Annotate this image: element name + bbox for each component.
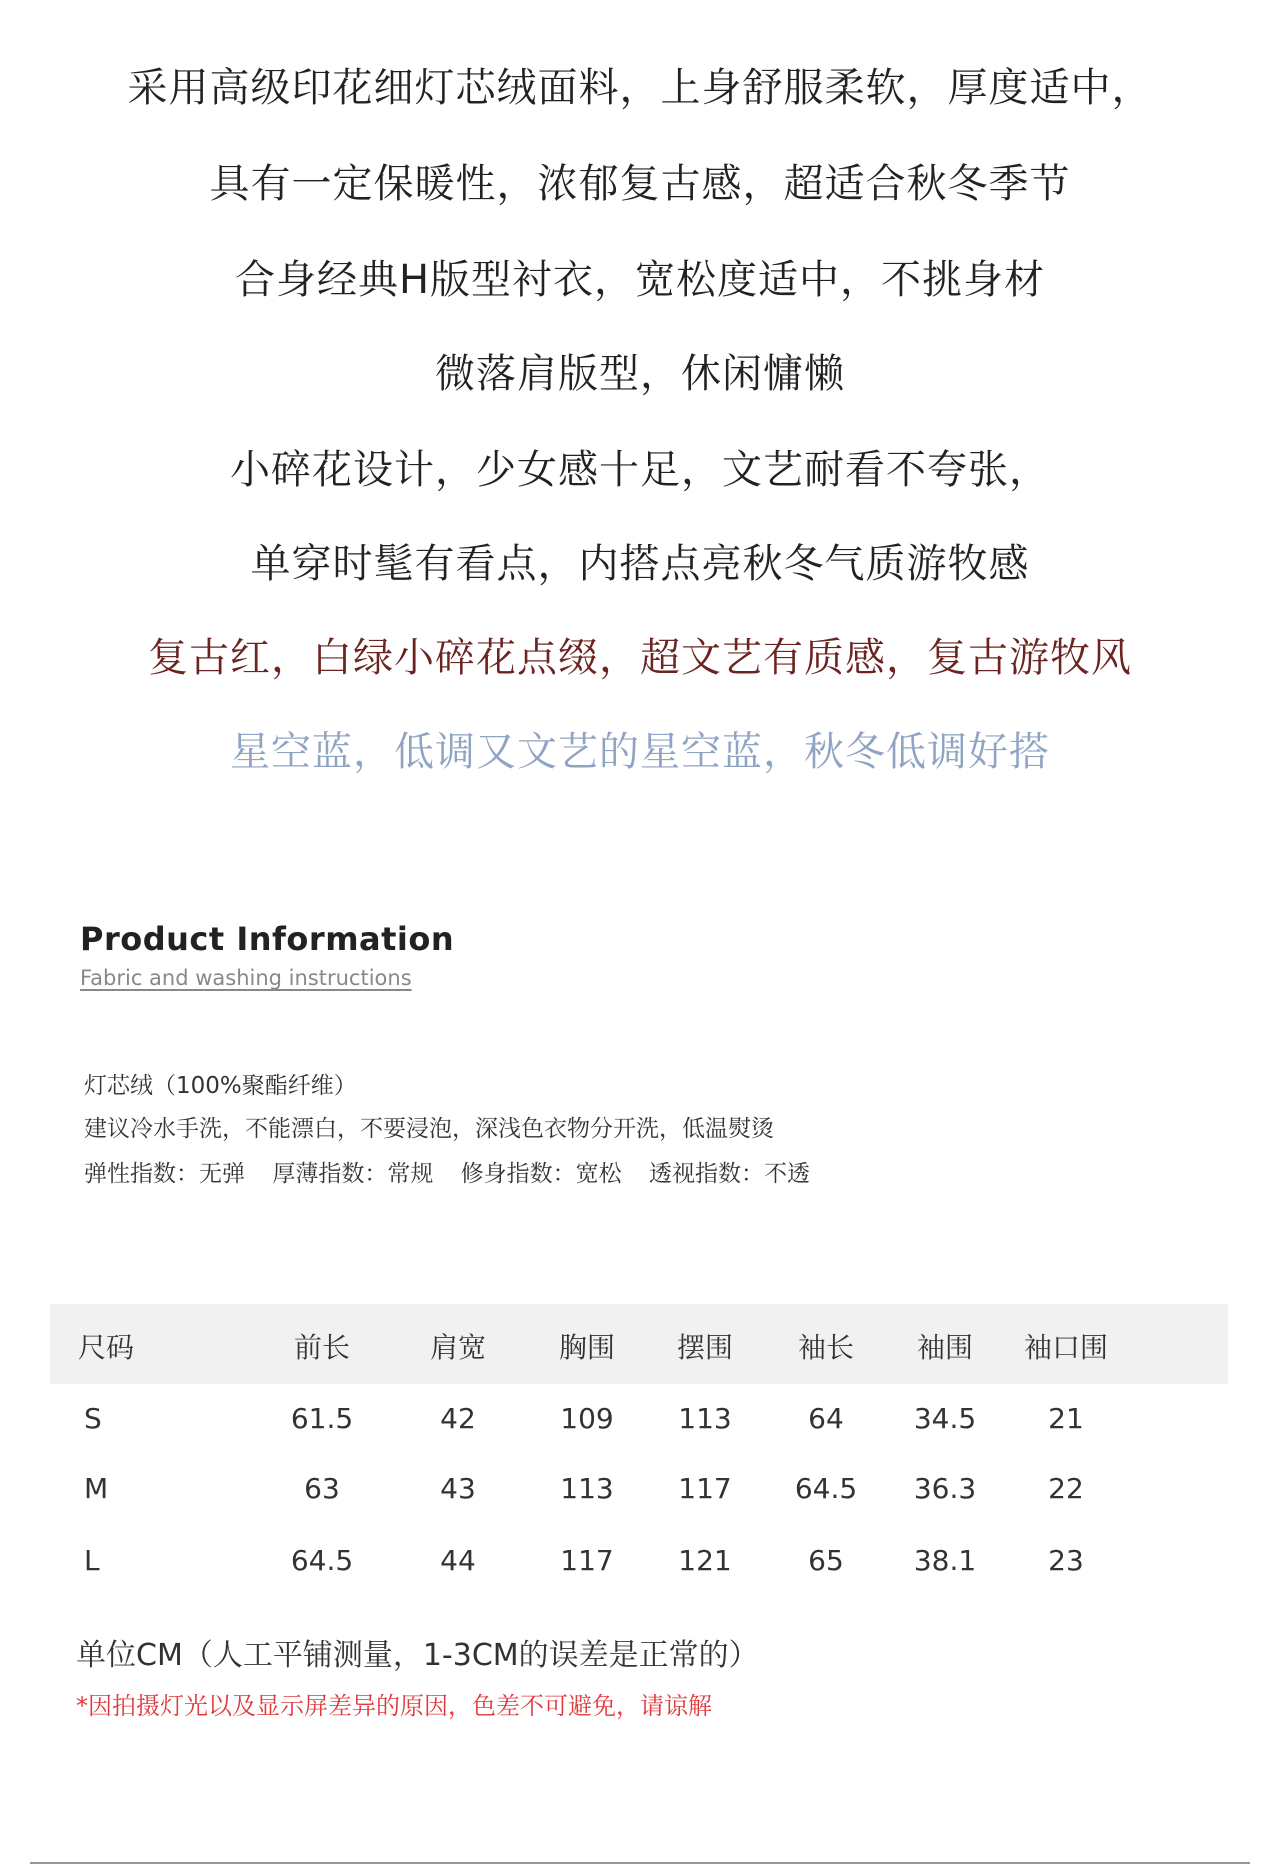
description-line: 小碎花设计，少女感十足，文艺耐看不夸张， (230, 447, 1050, 493)
size-table-cell: 121 (678, 1544, 732, 1577)
attribute-elasticity: 弹性指数：无弹 (84, 1161, 245, 1187)
size-table-cell: 21 (1048, 1402, 1084, 1435)
size-table-cell: 109 (560, 1402, 614, 1435)
size-table-cell: 44 (440, 1544, 476, 1577)
size-table-cell: 23 (1048, 1544, 1084, 1577)
size-table-cell: 64.5 (290, 1544, 354, 1577)
unit-note: 单位CM（人工平铺测量，1-3CM的误差是正常的） (76, 1638, 759, 1673)
description-line: 采用高级印花细灯芯绒面料，上身舒服柔软，厚度适中， (127, 65, 1153, 111)
description-line: 具有一定保暖性，浓郁复古感，超适合秋冬季节 (209, 161, 1071, 207)
size-table-header: 袖长 (797, 1331, 855, 1364)
description-line-blue: 星空蓝，低调又文艺的星空蓝，秋冬低调好搭 (230, 729, 1050, 775)
size-table-cell: 34.5 (913, 1402, 977, 1435)
size-table-header: 前长 (293, 1331, 351, 1364)
attribute-fit: 修身指数：宽松 (460, 1161, 622, 1187)
size-table-cell: 36.3 (913, 1472, 977, 1505)
size-table-header: 摆围 (676, 1331, 734, 1364)
size-table-cell: 117 (678, 1472, 732, 1505)
size-table-cell: 63 (304, 1472, 340, 1505)
attribute-thickness: 厚薄指数：常规 (272, 1161, 434, 1187)
size-table-cell: 65 (808, 1544, 844, 1577)
size-table-cell: 64 (808, 1402, 844, 1435)
size-table-cell: 38.1 (913, 1544, 977, 1577)
size-table-header: 袖围 (916, 1331, 974, 1364)
size-table-cell: 61.5 (290, 1402, 354, 1435)
size-table-cell: 113 (560, 1472, 614, 1505)
description-line-red: 复古红，白绿小碎花点缀，超文艺有质感，复古游牧风 (148, 635, 1132, 681)
size-table-header: 尺码 (78, 1331, 135, 1364)
size-table-cell: 42 (440, 1402, 476, 1435)
size-table-cell: 117 (560, 1544, 614, 1577)
fabric-composition: 灯芯绒（100%聚酯纤维） (84, 1073, 357, 1099)
color-disclaimer: *因拍摄灯光以及显示屏差异的原因，色差不可避免，请谅解 (76, 1692, 712, 1720)
description-line: 微落肩版型，休闲慵懒 (435, 351, 845, 397)
description-line: 合身经典H版型衬衣，宽松度适中，不挑身材 (234, 257, 1046, 303)
size-table-cell: 64.5 (794, 1472, 858, 1505)
size-table-header: 肩宽 (429, 1331, 487, 1364)
size-table-header: 袖口围 (1023, 1331, 1109, 1364)
size-table-cell: L (84, 1544, 100, 1577)
size-table-cell: 113 (678, 1402, 732, 1435)
size-table-cell: S (84, 1402, 102, 1435)
size-table-header: 胸围 (558, 1331, 616, 1364)
size-table-cell: 43 (440, 1472, 476, 1505)
attribute-transparency: 透视指数：不透 (648, 1161, 810, 1187)
attribute-row (84, 1159, 830, 1189)
bottom-divider (30, 1862, 1250, 1864)
size-table-cell: 22 (1048, 1472, 1084, 1505)
washing-instructions: 建议冷水手洗，不能漂白，不要浸泡，深浅色衣物分开洗，低温熨烫 (84, 1116, 774, 1142)
size-table-cell: M (84, 1472, 109, 1505)
product-info-title: Product Information (80, 920, 455, 958)
description-line: 单穿时髦有看点，内搭点亮秋冬气质游牧感 (250, 541, 1030, 587)
product-info-subtitle: Fabric and washing instructions (80, 966, 412, 990)
